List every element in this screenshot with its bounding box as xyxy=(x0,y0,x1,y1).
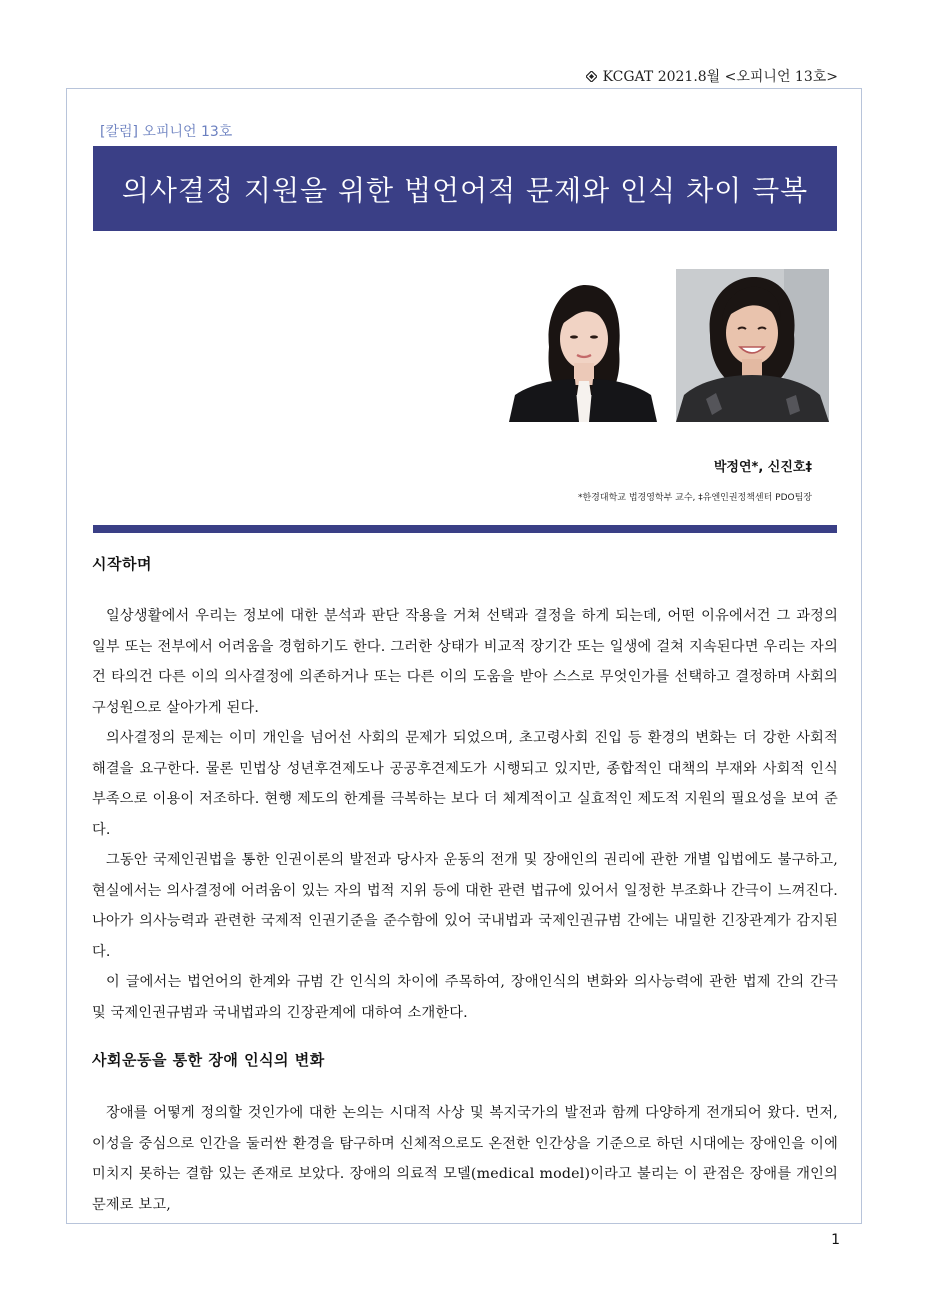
category-label: [칼럼] 오피니언 13호 xyxy=(100,124,233,140)
paragraph: 그동안 국제인권법을 통한 인권이론의 발전과 당사자 운동의 전개 및 장애인의 권리에 관한 개별 입법에도 불구하고, 현실에서는 의사결정에 어려움이 있는 자의 법적 지위 등에 대한 관련 법규에 있어서 일정한 부조화나 간극이 느껴진다. 나아가 의사능력과 관련한 국제적 인권기준을 준수함에 있어 국내법과 국제인권규범 간에는 내밀한 긴장관계가 감지된다. xyxy=(92,852,838,960)
author-affiliation: *한경대학교 법경영학부 교수, ‡유엔인권정책센터 PDO팀장 xyxy=(577,493,812,503)
author-photo-1 xyxy=(509,277,657,422)
section-disability-body xyxy=(92,1098,838,1220)
section-intro-body xyxy=(92,601,838,1028)
section-heading-disability-perception: 사회운동을 통한 장애 인식의 변화 xyxy=(92,1051,325,1069)
article-title: 의사결정 지원을 위한 법언어적 문제와 인식 차이 극복 xyxy=(121,173,809,207)
journal-header-text: KCGAT 2021.8월 <오피니언 13호> xyxy=(602,69,838,85)
page-number: 1 xyxy=(831,1232,840,1248)
header-rule xyxy=(93,525,837,533)
paragraph: 의사결정의 문제는 이미 개인을 넘어선 사회의 문제가 되었으며, 초고령사회 진입 등 환경의 변화는 더 강한 사회적 해결을 요구한다. 물론 민법상 성년후견제도나 공공후견제도가 시행되고 있지만, 종합적인 대책의 부재와 사회적 인식 부족으로 이용이 저조하다. 현행 제도의 한계를 극복하는 보다 더 체계적이고 실효적인 제도적 지원의 필요성을 보여 준다. xyxy=(92,730,838,838)
author-names: 박정연*, 신진호‡ xyxy=(713,460,812,475)
paragraph: 일상생활에서 우리는 정보에 대한 분석과 판단 작용을 거쳐 선택과 결정을 하게 되는데, 어떤 이유에서건 그 과정의 일부 또는 전부에서 어려움을 경험하기도 한다. 그러한 상태가 비교적 장기간 또는 일생에 걸쳐 지속된다면 우리는 자의건 타의건 다른 이의 의사결정에 의존하거나 또는 다른 이의 도움을 받아 스스로 무엇인가를 선택하고 결정하며 사회의 구성원으로 살아가게 된다. xyxy=(92,608,838,716)
section-heading-intro: 시작하며 xyxy=(92,555,152,573)
paragraph: 이 글에서는 법언어의 한계와 규범 간 인식의 차이에 주목하여, 장애인식의 변화와 의사능력에 관한 법제 간의 간극 및 국제인권규범과 국내법과의 긴장관계에 대하여 소개한다. xyxy=(92,974,838,1021)
diamond-bullet-icon xyxy=(586,71,597,82)
author-photo-2 xyxy=(676,269,829,422)
title-banner xyxy=(93,146,837,231)
journal-header xyxy=(586,66,838,86)
paragraph: 장애를 어떻게 정의할 것인가에 대한 논의는 시대적 사상 및 복지국가의 발전과 함께 다양하게 전개되어 왔다. 먼저, 이성을 중심으로 인간을 둘러싼 환경을 탐구하며 신체적으로도 온전한 인간상을 기준으로 하던 시대에는 장애인을 이에 미치지 못하는 결함 있는 존재로 보았다. 장애의 의료적 모델(medical model)이라고 불리는 이 관점은 장애를 개인의 문제로 보고, xyxy=(92,1105,838,1213)
